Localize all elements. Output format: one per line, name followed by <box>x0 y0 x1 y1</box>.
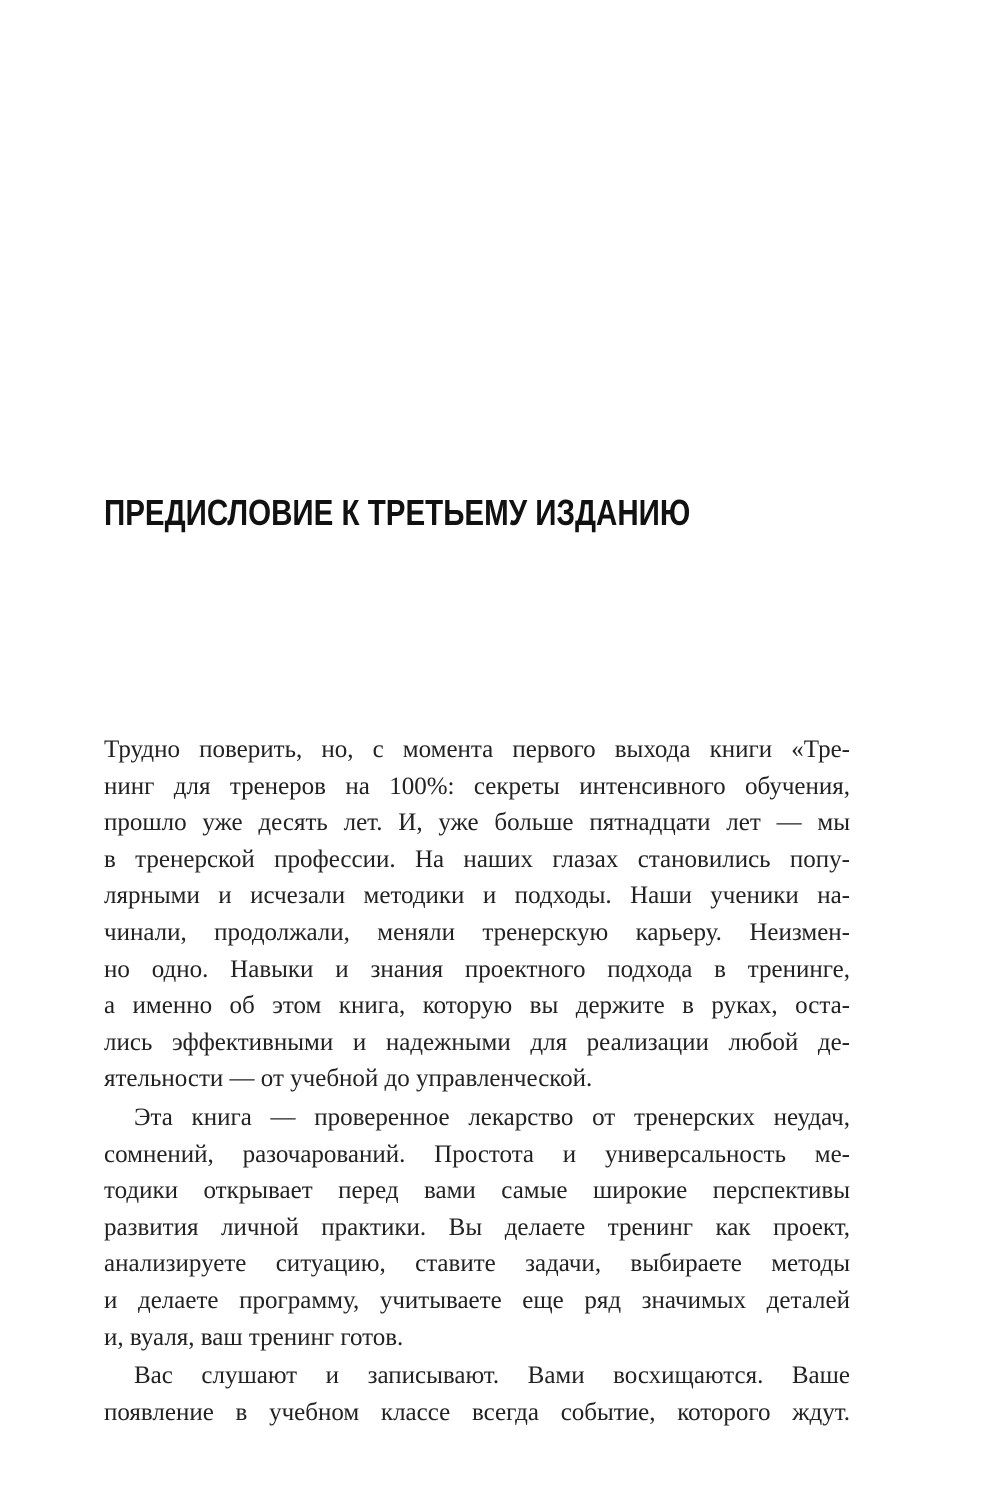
text-line: тодики открывает перед вами самые широкие перспективы <box>104 1177 850 1205</box>
text-line: ятельности — от учебной до управленческой. <box>104 1065 593 1093</box>
text-line: но одно. Навыки и знания проектного подхода в тренинге, <box>104 955 850 983</box>
text-line: чинали, продолжали, меняли тренерскую карьеру. Неизмен- <box>104 918 850 946</box>
text-line: Вас слушают и записывают. Вами восхищаются. Ваше <box>134 1362 850 1390</box>
text-line: появление в учебном классе всегда событие, которого ждут. <box>104 1398 850 1426</box>
chapter-title: ПРЕДИСЛОВИЕ К ТРЕТЬЕМУ ИЗДАНИЮ <box>104 492 691 533</box>
text-line: лярными и исчезали методики и подходы. Наши ученики на- <box>104 882 850 910</box>
text-line: прошло уже десять лет. И, уже больше пятнадцати лет — мы <box>104 809 850 837</box>
paragraph-1 <box>104 732 850 1098</box>
text-line: Эта книга — проверенное лекарство от тренерских неудач, <box>134 1103 850 1131</box>
text-line: и, вуаля, ваш тренинг готов. <box>104 1323 404 1351</box>
text-line: нинг для тренеров на 100%: секреты интенсивного обучения, <box>104 772 850 800</box>
text-line: сомнений, разочарований. Простота и универсальность ме- <box>104 1140 850 1168</box>
paragraph-2 <box>104 1100 850 1356</box>
text-line: анализируете ситуацию, ставите задачи, выбираете методы <box>104 1250 850 1278</box>
text-line: лись эффективными и надежными для реализации любой де- <box>104 1028 850 1056</box>
text-line: а именно об этом книга, которую вы держите в руках, оста- <box>104 992 850 1020</box>
text-line: и делаете программу, учитываете еще ряд значимых деталей <box>104 1286 850 1314</box>
paragraph-3 <box>104 1358 850 1431</box>
text-line: развития личной практики. Вы делаете тренинг как проект, <box>104 1213 850 1241</box>
text-line: Трудно поверить, но, с момента первого выхода книги «Тре- <box>104 736 850 763</box>
text-line: в тренерской профессии. На наших глазах становились попу- <box>104 845 850 873</box>
body-text <box>104 732 850 1431</box>
